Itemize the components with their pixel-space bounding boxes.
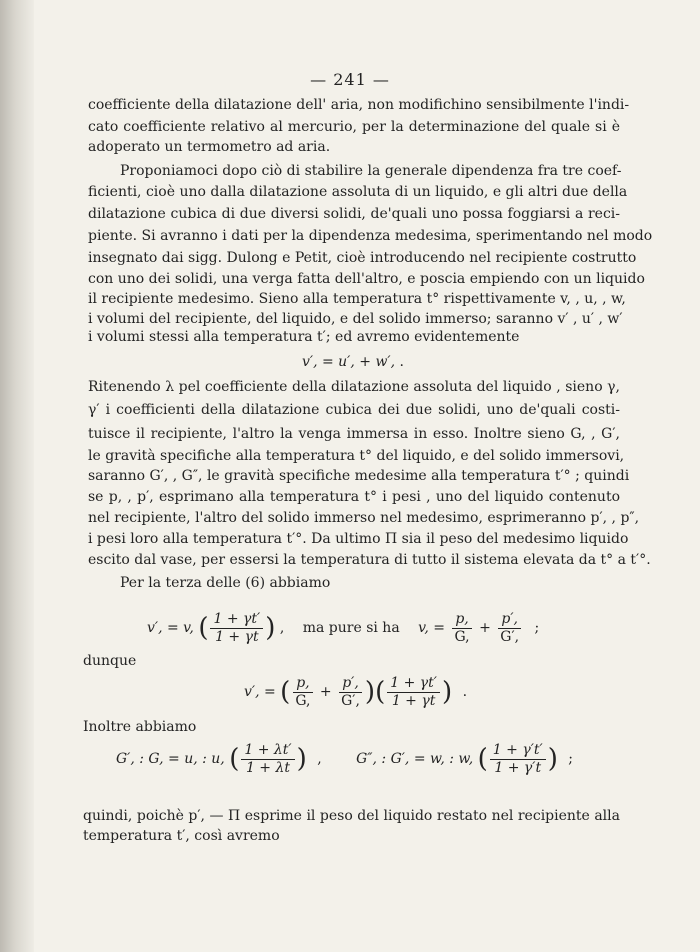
text-line: se p, , p′, esprimano alla temperatura t° i pesi , uno del liquido contenuto	[88, 489, 620, 505]
plus-sign: +	[479, 620, 491, 637]
text-line: nel recipiente, l'altro del solido immerso nel medesimo, esprimeranno p′, , p″,	[88, 510, 640, 526]
text-line: piente. Si avranno i dati per la dipendenza medesima, sperimentando nel modo	[88, 228, 653, 244]
paren-close: )	[547, 744, 558, 775]
text-line: ficienti, cioè uno dalla dilatazione assoluta di un liquido, e gli altri due della	[88, 184, 628, 200]
text-line: Ritenendo λ pel coefficiente della dilatazione assoluta del liquido , sieno γ,	[88, 379, 620, 395]
equation-end: .	[462, 684, 468, 701]
fraction	[387, 676, 440, 708]
fraction-numerator: p,	[293, 676, 312, 693]
paren-close: )	[265, 613, 276, 644]
fraction	[241, 743, 294, 775]
fraction-numerator: p′,	[498, 612, 521, 629]
fraction	[292, 676, 313, 708]
paren-close: )	[364, 677, 376, 708]
equation-volume-weights	[244, 676, 467, 708]
text-line: coefficiente della dilatazione dell' aria, non modifichino sensibilmente l'indi-	[88, 97, 630, 113]
fraction-denominator: G,	[295, 692, 311, 709]
text-line: Per la terza delle (6) abbiamo	[120, 575, 331, 591]
text-line: tuisce il recipiente, l'altro la venga immersa in esso. Inoltre sieno G, , G′,	[88, 426, 620, 442]
equation-lhs: v′, =	[244, 684, 281, 701]
fraction-numerator: p′,	[339, 676, 362, 693]
fraction-numerator: 1 + γt′	[210, 612, 263, 629]
equation-end: .	[399, 354, 404, 370]
paren-close: )	[296, 744, 307, 775]
equation-lhs-b: G″, : G′, = w, : w,	[356, 751, 478, 768]
equation-rhs: v, =	[418, 620, 450, 637]
fraction	[497, 612, 522, 644]
text-line: temperatura t′, così avremo	[83, 828, 280, 844]
equation-end: ;	[534, 620, 540, 637]
text-line: Inoltre abbiamo	[83, 719, 197, 735]
equation-gravity-ratios	[116, 743, 573, 775]
paren-open: (	[198, 613, 209, 644]
fraction-denominator: G′,	[341, 692, 360, 709]
text-line: insegnato dai sigg. Dulong e Petit, cioè introducendo nel recipiente costrutto	[88, 250, 637, 266]
text-line: saranno G′, , G″, le gravità specifiche medesime alla temperatura t′° ; quindi	[88, 468, 630, 484]
fraction	[451, 612, 472, 644]
text-line: i volumi del recipiente, del liquido, e del solido immerso; saranno v′ , u′ , w′	[88, 311, 623, 327]
text-line: dilatazione cubica di due diversi solidi, de'quali uno possa foggiarsi a reci-	[88, 206, 620, 222]
equation-end: ;	[568, 751, 574, 768]
fraction-numerator: 1 + λt′	[241, 743, 294, 760]
fraction-numerator: 1 + γt′	[387, 676, 440, 693]
paren-open: (	[280, 677, 291, 708]
fraction-denominator: G′,	[500, 628, 520, 645]
paren-close: )	[441, 677, 453, 708]
equation-lhs-a: G′, : G, = u, : u,	[116, 751, 230, 768]
paren-open: (	[477, 744, 488, 775]
fraction	[338, 676, 363, 708]
fraction-numerator: p,	[452, 612, 471, 629]
fraction-denominator: 1 + γ′t	[494, 759, 542, 776]
plus-sign: +	[319, 684, 332, 701]
paren-open: (	[229, 744, 240, 775]
fraction	[210, 612, 263, 644]
equation-container-volume: v′, = v, ( $\frac{1 + \gamma t'}{1 + \gamma t}$ ) , ma pure si ha v, = $\frac{p,}{G,}$ + $\frac{p',}{G',}$ ;	[147, 611, 540, 645]
fraction-denominator: G,	[454, 628, 470, 645]
paren-open: (	[375, 677, 386, 708]
text-line: dunque	[83, 653, 137, 669]
fraction-denominator: 1 + γt	[215, 628, 259, 645]
equation-lhs: v′, = v,	[147, 620, 199, 637]
text-line: Proponiamoci dopo ciò di stabilire la generale dipendenza fra tre coef-	[120, 163, 622, 179]
page-gutter-shadow	[0, 0, 34, 952]
equation-text: ma pure si ha	[302, 620, 400, 637]
text-line: i pesi loro alla temperatura t′°. Da ultimo Π sia il peso del medesimo liquido	[88, 531, 629, 547]
text-line: il recipiente medesimo. Sieno alla temperatura t° rispettivamente v, , u, , w,	[88, 291, 626, 307]
page-number: — 241 —	[310, 70, 390, 89]
fraction	[490, 743, 546, 775]
fraction-denominator: 1 + γt	[391, 692, 436, 709]
equation-lhs: v′, = u′, + w′,	[302, 354, 396, 370]
text-line: i volumi stessi alla temperatura t′; ed avremo evidentemente	[88, 329, 520, 345]
text-line: escito dal vase, per essersi la temperatura di tutto il sistema elevata da t° a t′°.	[88, 552, 651, 568]
equation-volumes	[302, 353, 404, 371]
text-line: quindi, poichè p′, — Π esprime il peso del liquido restato nel recipiente alla	[83, 808, 620, 824]
equation-separator: ,	[317, 751, 322, 768]
text-line: con uno dei solidi, una verga fatta dell'altro, e poscia empiendo con un liquido	[88, 271, 645, 287]
text-line: adoperato un termometro ad aria.	[88, 139, 331, 155]
text-line: le gravità specifiche alla temperatura t° del liquido, e del solido immersovi,	[88, 448, 625, 464]
text-line: cato coefficiente relativo al mercurio, per la determinazione del quale si è	[88, 119, 620, 135]
fraction-denominator: 1 + λt	[245, 759, 290, 776]
fraction-numerator: 1 + γ′t′	[490, 743, 546, 760]
text-line: γ′ i coefficienti della dilatazione cubica dei due solidi, uno de'quali costi-	[88, 402, 620, 418]
